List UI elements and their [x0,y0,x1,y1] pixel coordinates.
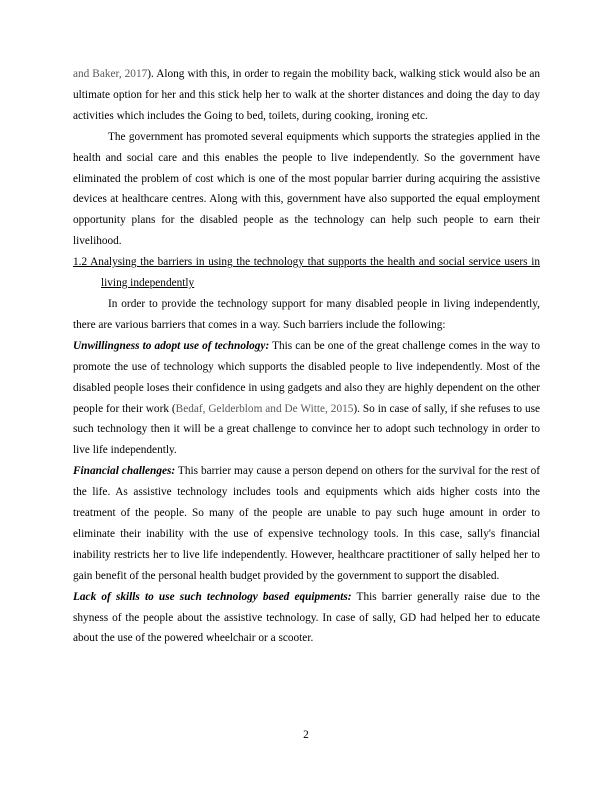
paragraph-government: The government has promoted several equipments which supports the strategies applied in the health and social care and this enables the people to live independently. So the government have eliminated the problem of cost which is one of the most popular barrier during acquiring the assistive devices at healthcare centres. Along with this, government have also supported the equal employment opportunity plans for the disabled people as the technology can help such people to earn their livelihood. [73,130,540,248]
citation: Bedaf, Gelderblom and De Witte, 2015 [175,402,354,415]
barrier-unwillingness [73,336,540,461]
paragraph-text: ). Along with this, in order to regain the mobility back, walking stick would also be an ultimate option for her and this stick help her to walk at the shorter distances and doing the day to day activities which includes the Going to bed, toilets, during cooking, ironing etc. [73,68,540,122]
barrier-term: Unwillingness to adopt use of technology: [73,339,270,352]
paragraph-intro: In order to provide the technology support for many disabled people in living independently, there are various barriers that comes in a way. Such barriers include the following: [73,297,540,331]
page-number: 2 [303,729,309,741]
barrier-text-continued: ). So in case of sally, if she refuses to use such technology then it will be a great challenge to convince her to adopt such technology in order to live life independently. [73,402,541,457]
section-heading: 1.2 Analysing the barriers in using the technology that supports the health and social service users in living independently [73,256,540,290]
barrier-financial [73,461,540,586]
barrier-skills [73,587,540,650]
citation: and Baker, 2017 [73,68,148,80]
barrier-text: This can be one of the great challenge comes in the way to promote the use of technology which supports the disabled people to live independently. Most of the disabled people loses their confidence in using gadgets and also they are highly dependent on the other people for their work ( [73,339,540,415]
barrier-term: Lack of skills to use such technology based equipments: [73,590,352,603]
paragraph-continuation [73,64,540,127]
barrier-term: Financial challenges: [73,465,176,478]
document-body [73,64,540,649]
barrier-text: This barrier may cause a person depend on others for the survival for the rest of the life. As assistive technology includes tools and equipments which aids higher costs into the treatment of the people. So many of the people are unable to pay such huge amount in order to eliminate their inability with the use of expensive technology tools. In this case, sally's financial inability restricts her to live life independently. However, healthcare practitioner of sally helped her to gain benefit of the personal health budget provided by the government to support the disabled. [73,465,540,582]
barrier-text: This barrier generally raise due to the shyness of the people about the assistive technology. In case of sally, GD had helped her to educate about the use of the powered wheelchair or a scooter. [73,590,540,645]
